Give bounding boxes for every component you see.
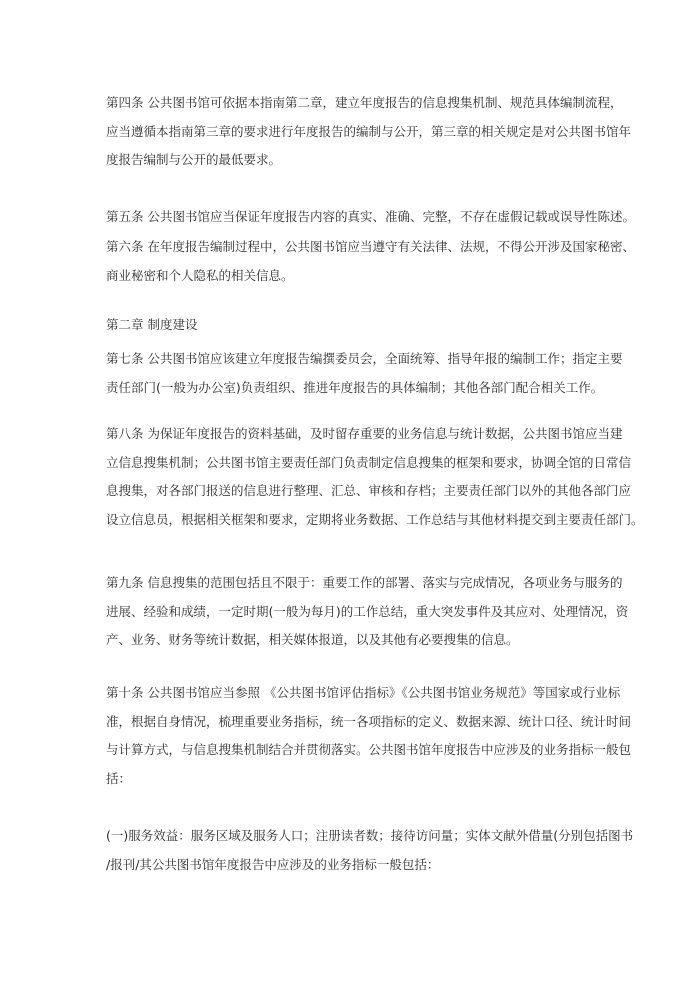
text-line: 息搜集，对各部门报送的信息进行整理、汇总、审核和存档；主要责任部门以外的其他各部门应	[106, 483, 632, 499]
text-line: 进展、经验和成绩，一定时期(一般为每月)的工作总结，重大突发事件及其应对、处理情况，资	[106, 603, 629, 619]
text-line: 第二章 制度建设	[106, 317, 198, 332]
text-line: 第九条 信息搜集的范围包括且不限于：重要工作的部署、落实与完成情况，各项业务与服务的	[106, 575, 623, 590]
paragraph-article-10	[106, 679, 632, 793]
text-line: 第四条 公共图书馆可依据本指南第二章，建立年度报告的信息搜集机制、规范具体编制流程，	[106, 95, 623, 110]
paragraph-article-6	[106, 233, 635, 290]
text-line: 第七条 公共图书馆应该建立年度报告编撰委员会，全面统筹、指导年报的编制工作；指定主要	[106, 351, 623, 366]
text-line: 第十条 公共图书馆应当参照 《公共图书馆评估指标》《公共图书馆业务规范》等国家或行业标	[106, 685, 621, 700]
paragraph-article-9	[106, 569, 629, 655]
text-line: 第五条 公共图书馆应当保证年度报告内容的真实、准确、完整，不存在虚假记载或误导性陈述。	[106, 209, 635, 224]
text-line: 括：	[106, 770, 132, 786]
text-line: 立信息搜集机制；公共图书馆主要责任部门负责制定信息搜集的框架和要求，协调全馆的日常信	[106, 454, 632, 470]
text-line: 设立信息员，根据相关框架和要求，定期将业务数据、工作总结与其他材料提交到主要责任部门。	[106, 511, 644, 527]
text-line: (一)服务效益：服务区域及服务人口；注册读者数；接待访问量；实体文献外借量(分别包括图书	[106, 828, 634, 843]
text-line: 第八条 为保证年度报告的资料基础，及时留存重要的业务信息与统计数据，公共图书馆应当建	[106, 426, 623, 441]
text-line: 应当遵循本指南第三章的要求进行年度报告的编制与公开，第三章的相关规定是对公共图书馆年	[106, 123, 632, 139]
text-line: 与计算方式，与信息搜集机制结合并贯彻落实。公共图书馆年度报告中应涉及的业务指标一般包	[106, 742, 632, 758]
text-line: 第六条 在年度报告编制过程中，公共图书馆应当遵守有关法律、法规，不得公开涉及国家秘密、	[106, 239, 635, 254]
text-line: 责任部门(一般为办公室)负责组织、推进年度报告的具体编制；其他各部门配合相关工作。	[106, 379, 604, 395]
paragraph-item-1	[106, 822, 634, 879]
paragraph-article-8	[106, 420, 644, 534]
text-line: 准，根据自身情况，梳理重要业务指标，统一各项指标的定义、数据来源、统计口径、统计时间	[106, 713, 632, 729]
text-line: 产、业务、财务等统计数据，相关媒体报道，以及其他有必要搜集的信息。	[106, 632, 519, 648]
text-line: /报刊/其公共图书馆年度报告中应涉及的业务指标一般包括：	[106, 856, 440, 872]
paragraph-article-5	[106, 203, 635, 232]
text-line: 商业秘密和个人隐私的相关信息。	[106, 267, 294, 283]
text-line: 度报告编制与公开的最低要求。	[106, 152, 282, 168]
chapter-heading	[106, 311, 606, 340]
paragraph-article-7	[106, 345, 623, 402]
paragraph-article-4	[106, 89, 632, 175]
